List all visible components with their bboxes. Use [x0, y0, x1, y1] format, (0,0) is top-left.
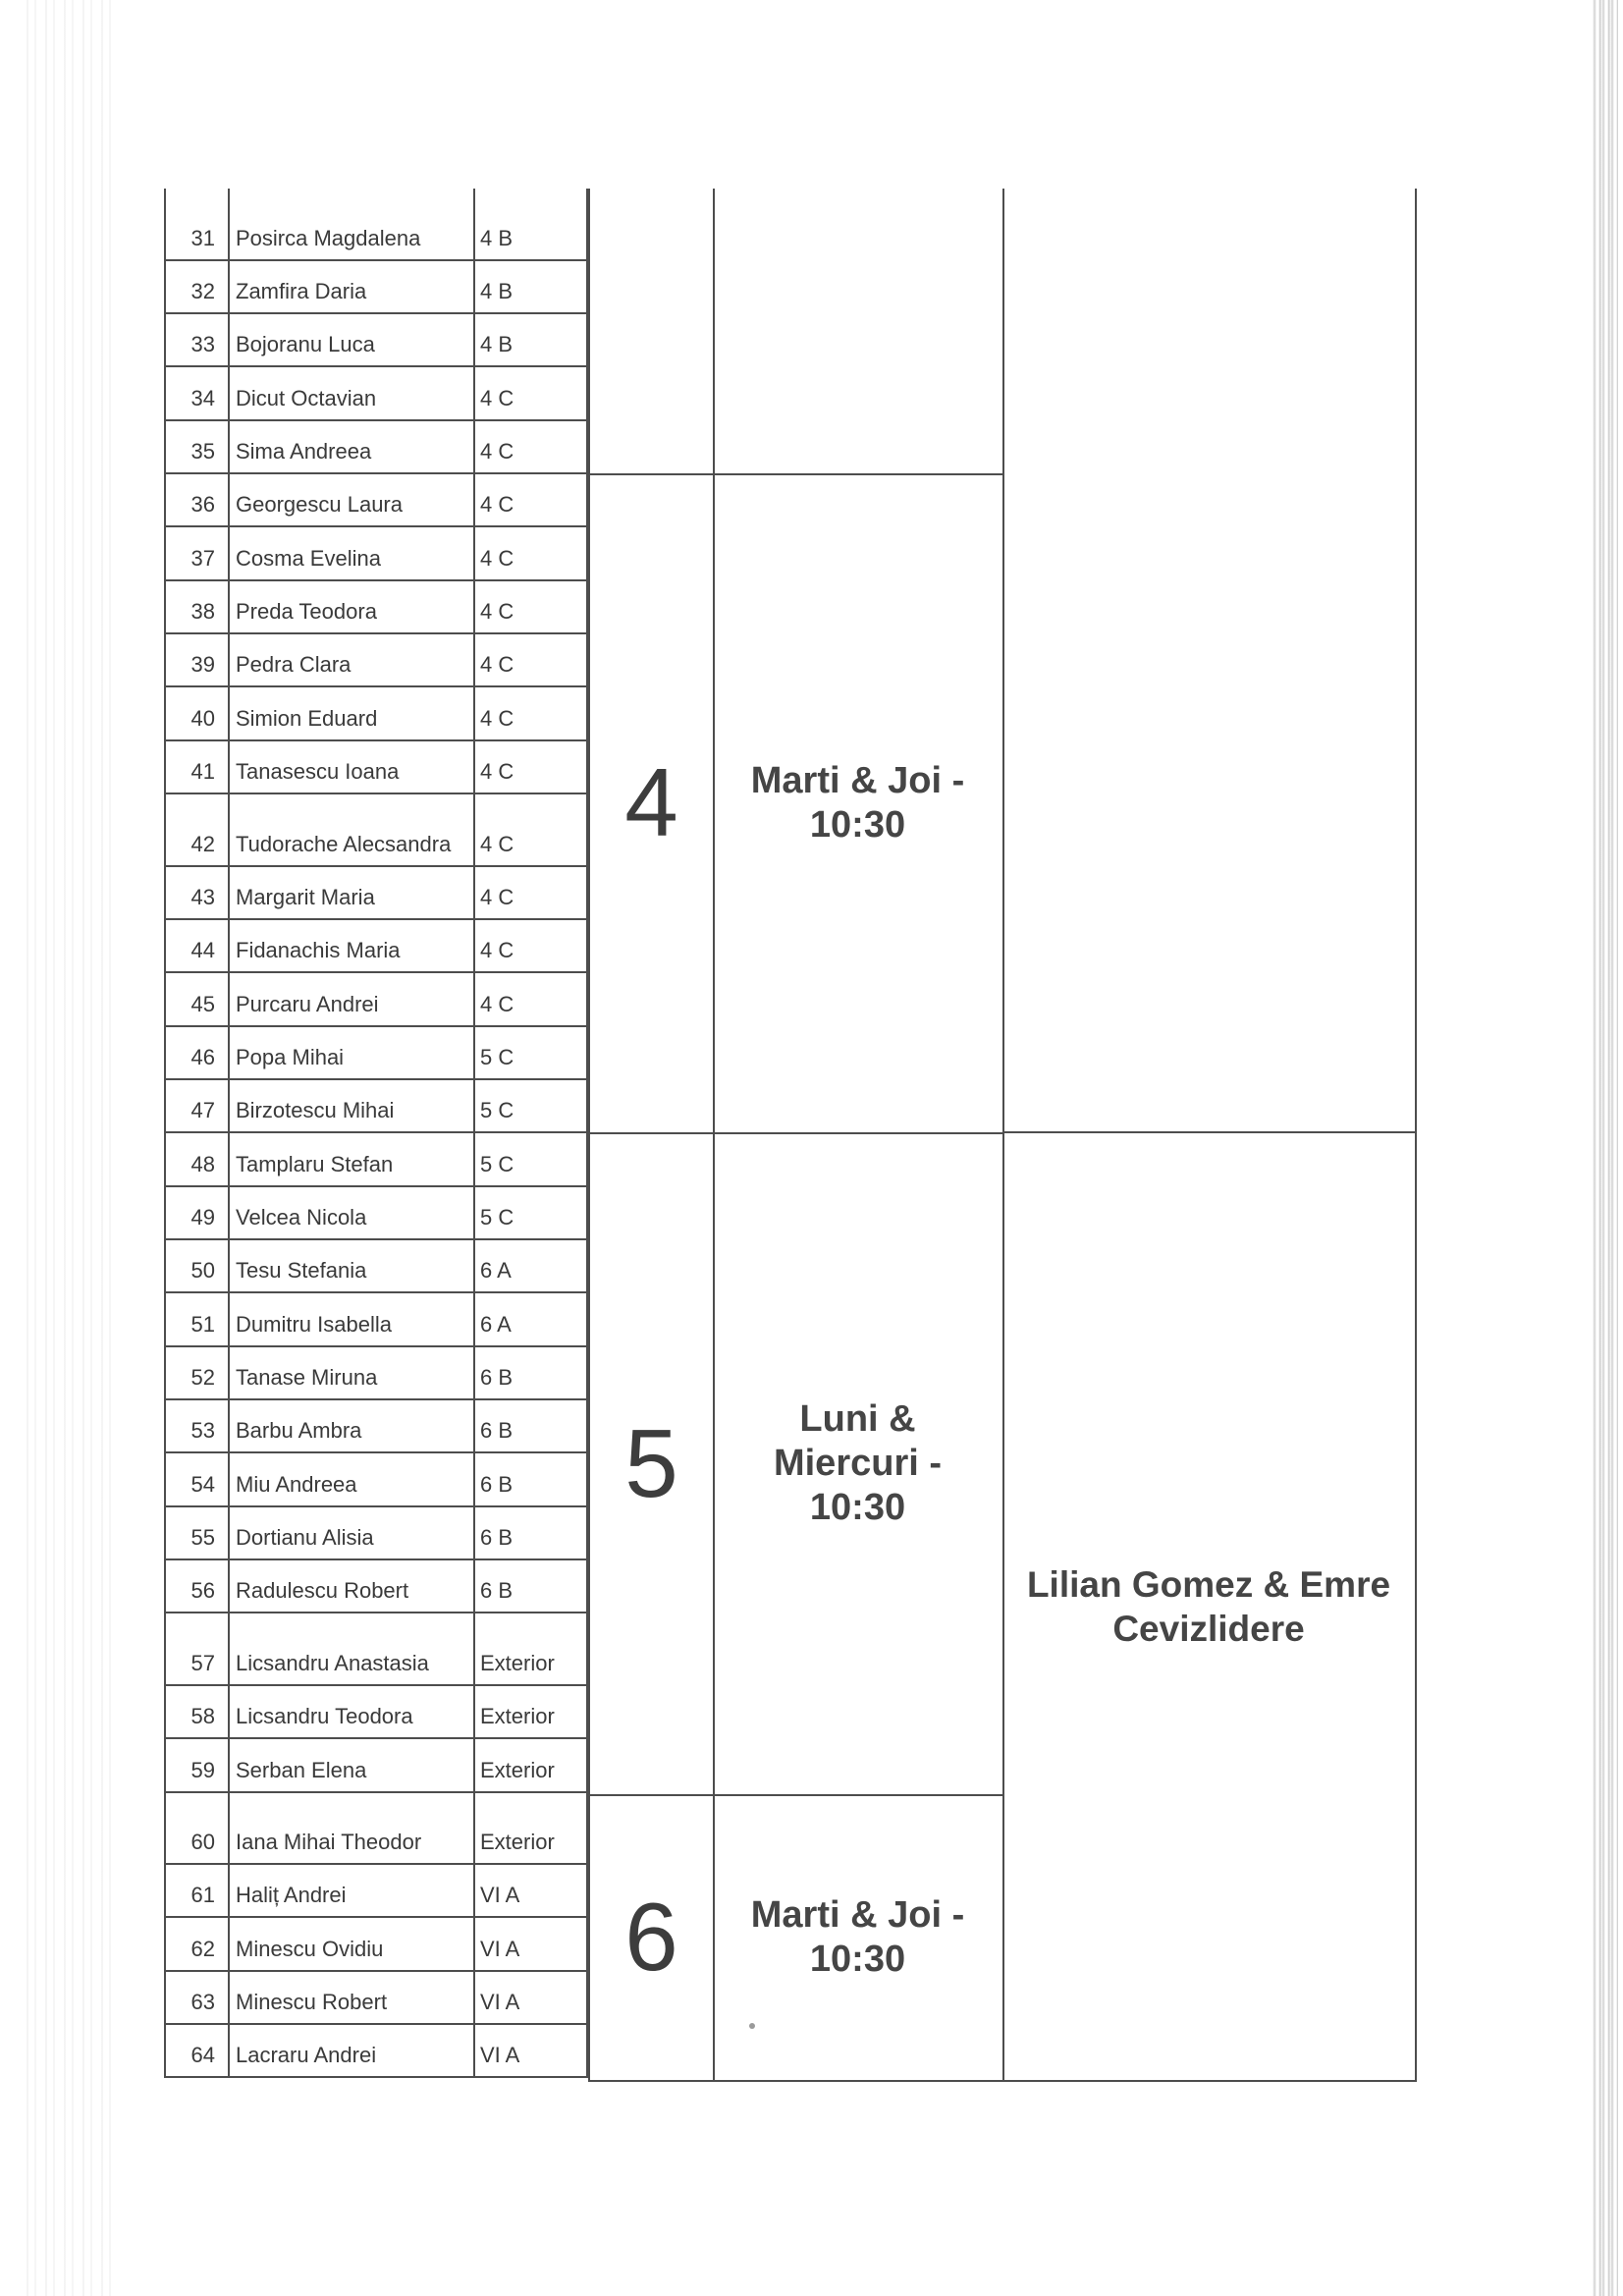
schedule-text: Luni & Miercuri - 10:30	[773, 1397, 943, 1528]
student-class: Exterior	[473, 1793, 588, 1866]
table-row	[164, 1187, 588, 1240]
table-row	[164, 2025, 588, 2078]
student-name: Margarit Maria	[230, 867, 473, 920]
student-class: 4 C	[473, 920, 588, 973]
table-row	[164, 634, 588, 687]
table-row	[164, 1793, 588, 1866]
row-number: 52	[164, 1347, 230, 1400]
student-name: Preda Teodora	[230, 581, 473, 634]
row-number: 64	[164, 2025, 230, 2078]
table-row	[164, 474, 588, 527]
student-name: Dicut Octavian	[230, 367, 473, 420]
student-class: 5 C	[473, 1187, 588, 1240]
student-name: Tamplaru Stefan	[230, 1133, 473, 1186]
student-class: Exterior	[473, 1686, 588, 1739]
table-row	[164, 920, 588, 973]
table-row	[164, 421, 588, 474]
group-number-cell	[588, 1794, 715, 2082]
student-class: 5 C	[473, 1027, 588, 1080]
student-class: 4 C	[473, 634, 588, 687]
row-number: 49	[164, 1187, 230, 1240]
student-class: 6 B	[473, 1560, 588, 1613]
table-row	[164, 1560, 588, 1613]
row-number: 42	[164, 794, 230, 867]
student-name: Miu Andreea	[230, 1453, 473, 1506]
student-name: Haliț Andrei	[230, 1865, 473, 1918]
table-row	[164, 1133, 588, 1186]
row-number: 37	[164, 527, 230, 580]
row-number: 58	[164, 1686, 230, 1739]
group-number: 5	[624, 1408, 678, 1517]
schedule-text: Marti & Joi - 10:30	[750, 759, 965, 846]
schedule-cell	[713, 473, 1004, 1134]
student-class: Exterior	[473, 1613, 588, 1686]
student-name: Licsandru Teodora	[230, 1686, 473, 1739]
student-name: Iana Mihai Theodor	[230, 1793, 473, 1866]
table-row	[164, 1918, 588, 1971]
schedule-text: Marti & Joi - 10:30	[750, 1893, 965, 1980]
student-name: Zamfira Daria	[230, 261, 473, 314]
student-name: Minescu Robert	[230, 1972, 473, 2025]
row-number: 61	[164, 1865, 230, 1918]
student-class: VI A	[473, 1918, 588, 1971]
student-class: 4 C	[473, 867, 588, 920]
row-number: 35	[164, 421, 230, 474]
group-cell-continued	[588, 189, 715, 475]
table-row	[164, 794, 588, 867]
table-row	[164, 1400, 588, 1453]
row-number: 44	[164, 920, 230, 973]
row-number: 36	[164, 474, 230, 527]
table-row	[164, 314, 588, 367]
table-row	[164, 1080, 588, 1133]
student-class: 6 B	[473, 1453, 588, 1506]
student-name: Serban Elena	[230, 1739, 473, 1792]
row-number: 31	[164, 189, 230, 261]
table-row	[164, 687, 588, 740]
student-name: Popa Mihai	[230, 1027, 473, 1080]
student-name: Tudorache Alecsandra	[230, 794, 473, 867]
student-class: 4 C	[473, 421, 588, 474]
row-number: 47	[164, 1080, 230, 1133]
group-number-cell	[588, 1132, 715, 1796]
student-name: Tesu Stefania	[230, 1240, 473, 1293]
student-class: 6 B	[473, 1347, 588, 1400]
row-number: 59	[164, 1739, 230, 1792]
student-class: VI A	[473, 2025, 588, 2078]
row-number: 54	[164, 1453, 230, 1506]
student-class: 4 C	[473, 741, 588, 794]
student-class: 6 B	[473, 1507, 588, 1560]
row-number: 56	[164, 1560, 230, 1613]
table-row	[164, 1453, 588, 1506]
group-number: 6	[624, 1883, 678, 1991]
row-number: 51	[164, 1293, 230, 1346]
student-class: VI A	[473, 1865, 588, 1918]
table-row	[164, 1739, 588, 1792]
row-number: 53	[164, 1400, 230, 1453]
table-row	[164, 1027, 588, 1080]
student-name: Posirca Magdalena	[230, 189, 473, 261]
group-number: 4	[624, 748, 678, 856]
table-row	[164, 1347, 588, 1400]
row-number: 40	[164, 687, 230, 740]
table-row	[164, 261, 588, 314]
teacher-cell	[1002, 1131, 1417, 2082]
student-name: Barbu Ambra	[230, 1400, 473, 1453]
row-number: 41	[164, 741, 230, 794]
student-class: 5 C	[473, 1133, 588, 1186]
table-row	[164, 581, 588, 634]
student-class: Exterior	[473, 1739, 588, 1792]
student-class: 4 C	[473, 581, 588, 634]
table-row	[164, 741, 588, 794]
row-number: 63	[164, 1972, 230, 2025]
row-number: 46	[164, 1027, 230, 1080]
row-number: 50	[164, 1240, 230, 1293]
student-name: Pedra Clara	[230, 634, 473, 687]
student-name: Licsandru Anastasia	[230, 1613, 473, 1686]
schedule-cell	[713, 1132, 1004, 1796]
student-class: 4 B	[473, 314, 588, 367]
student-name: Dortianu Alisia	[230, 1507, 473, 1560]
table-row	[164, 1507, 588, 1560]
student-name: Dumitru Isabella	[230, 1293, 473, 1346]
student-class: 4 B	[473, 189, 588, 261]
student-name: Cosma Evelina	[230, 527, 473, 580]
group-number-cell	[588, 473, 715, 1134]
row-number: 33	[164, 314, 230, 367]
table-row	[164, 367, 588, 420]
student-name: Tanase Miruna	[230, 1347, 473, 1400]
student-class: 4 C	[473, 474, 588, 527]
student-class: 6 B	[473, 1400, 588, 1453]
student-class: 4 C	[473, 687, 588, 740]
row-number: 43	[164, 867, 230, 920]
scan-speck	[749, 2023, 755, 2029]
student-class: 6 A	[473, 1240, 588, 1293]
student-name: Sima Andreea	[230, 421, 473, 474]
student-name: Purcaru Andrei	[230, 973, 473, 1026]
student-name: Georgescu Laura	[230, 474, 473, 527]
table-row	[164, 973, 588, 1026]
student-name: Velcea Nicola	[230, 1187, 473, 1240]
row-number: 55	[164, 1507, 230, 1560]
table-row	[164, 1240, 588, 1293]
student-name: Lacraru Andrei	[230, 2025, 473, 2078]
table-row	[164, 1972, 588, 2025]
row-number: 62	[164, 1918, 230, 1971]
row-number: 32	[164, 261, 230, 314]
row-number: 45	[164, 973, 230, 1026]
student-class: 4 C	[473, 367, 588, 420]
student-class: 5 C	[473, 1080, 588, 1133]
teacher-cell-continued	[1002, 189, 1417, 1134]
student-name: Fidanachis Maria	[230, 920, 473, 973]
teacher-names: Lilian Gomez & Emre Cevizlidere	[1026, 1564, 1391, 1649]
student-name: Radulescu Robert	[230, 1560, 473, 1613]
row-number: 39	[164, 634, 230, 687]
student-class: 4 C	[473, 527, 588, 580]
row-number: 60	[164, 1793, 230, 1866]
student-class: 4 C	[473, 794, 588, 867]
student-name: Bojoranu Luca	[230, 314, 473, 367]
student-name: Minescu Ovidiu	[230, 1918, 473, 1971]
schedule-cell	[713, 1794, 1004, 2082]
student-class: VI A	[473, 1972, 588, 2025]
student-class: 4 B	[473, 261, 588, 314]
table-row	[164, 189, 588, 261]
student-class: 4 C	[473, 973, 588, 1026]
student-name: Tanasescu Ioana	[230, 741, 473, 794]
schedule-cell-continued	[713, 189, 1004, 475]
table-row	[164, 1865, 588, 1918]
table-row	[164, 527, 588, 580]
row-number: 48	[164, 1133, 230, 1186]
row-number: 38	[164, 581, 230, 634]
table-row	[164, 1686, 588, 1739]
student-name: Simion Eduard	[230, 687, 473, 740]
row-number: 34	[164, 367, 230, 420]
row-number: 57	[164, 1613, 230, 1686]
table-row	[164, 1293, 588, 1346]
student-name: Birzotescu Mihai	[230, 1080, 473, 1133]
table-row	[164, 1613, 588, 1686]
table-row	[164, 867, 588, 920]
student-class: 6 A	[473, 1293, 588, 1346]
